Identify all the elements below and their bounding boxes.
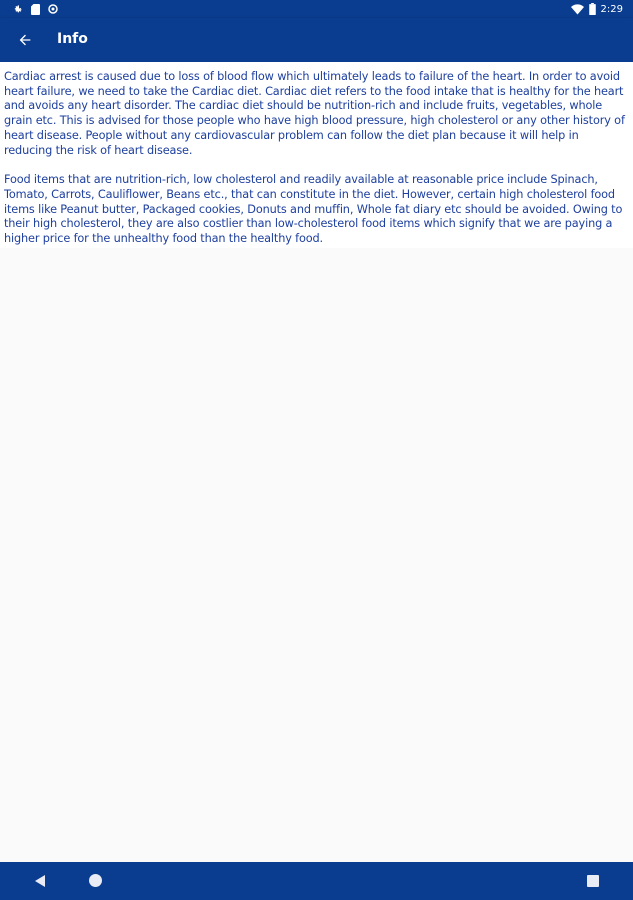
page-title: Info [57,31,88,47]
wifi-icon [571,4,584,15]
sd-card-icon [31,4,40,15]
nav-back-icon[interactable] [33,874,47,888]
arrow-back-icon [17,32,33,48]
status-left-icons [12,2,58,16]
info-paragraph-1: Cardiac arrest is caused due to loss of blood flow which ultimately leads to failure of the heart. In order to avoid heart failure, we need to take the Cardiac diet. Cardiac diet refers to the food intake that is healthy for the heart and avoids any heart disorder. The cardiac diet should be nutrition-rich and include fruits, vegetables, whole grain etc. This is advised for those people who have high blood pressure, high cholesterol or any other history of heart disease. People without any cardiovascular problem can follow the diet plan because it will help in reducing the risk of heart disease. [4,70,625,157]
status-bar [0,0,633,18]
settings-icon [12,4,23,15]
info-content [0,62,633,248]
navigation-bar [0,862,633,900]
status-time: 2:29 [600,3,623,15]
app-bar [0,18,633,62]
battery-icon [589,3,596,15]
info-paragraph-2: Food items that are nutrition-rich, low cholesterol and readily available at reasonable price include Spinach, Tomato, Carrots, Cauliflower, Beans etc., that can constitute in the diet. However, certain high cholesterol food items like Peanut butter, Packaged cookies, Donuts and muffin, Whole fat diary etc should be avoided. Owing to their high cholesterol, they are also costlier than low-cholesterol food items which signify that we are paying a higher price for the unhealthy food than the healthy food. [4,173,623,246]
status-right-icons [571,2,623,16]
nav-recents-icon[interactable] [587,875,599,887]
nav-home-icon[interactable] [89,874,102,887]
sync-icon [48,4,58,14]
back-button[interactable] [12,28,38,52]
